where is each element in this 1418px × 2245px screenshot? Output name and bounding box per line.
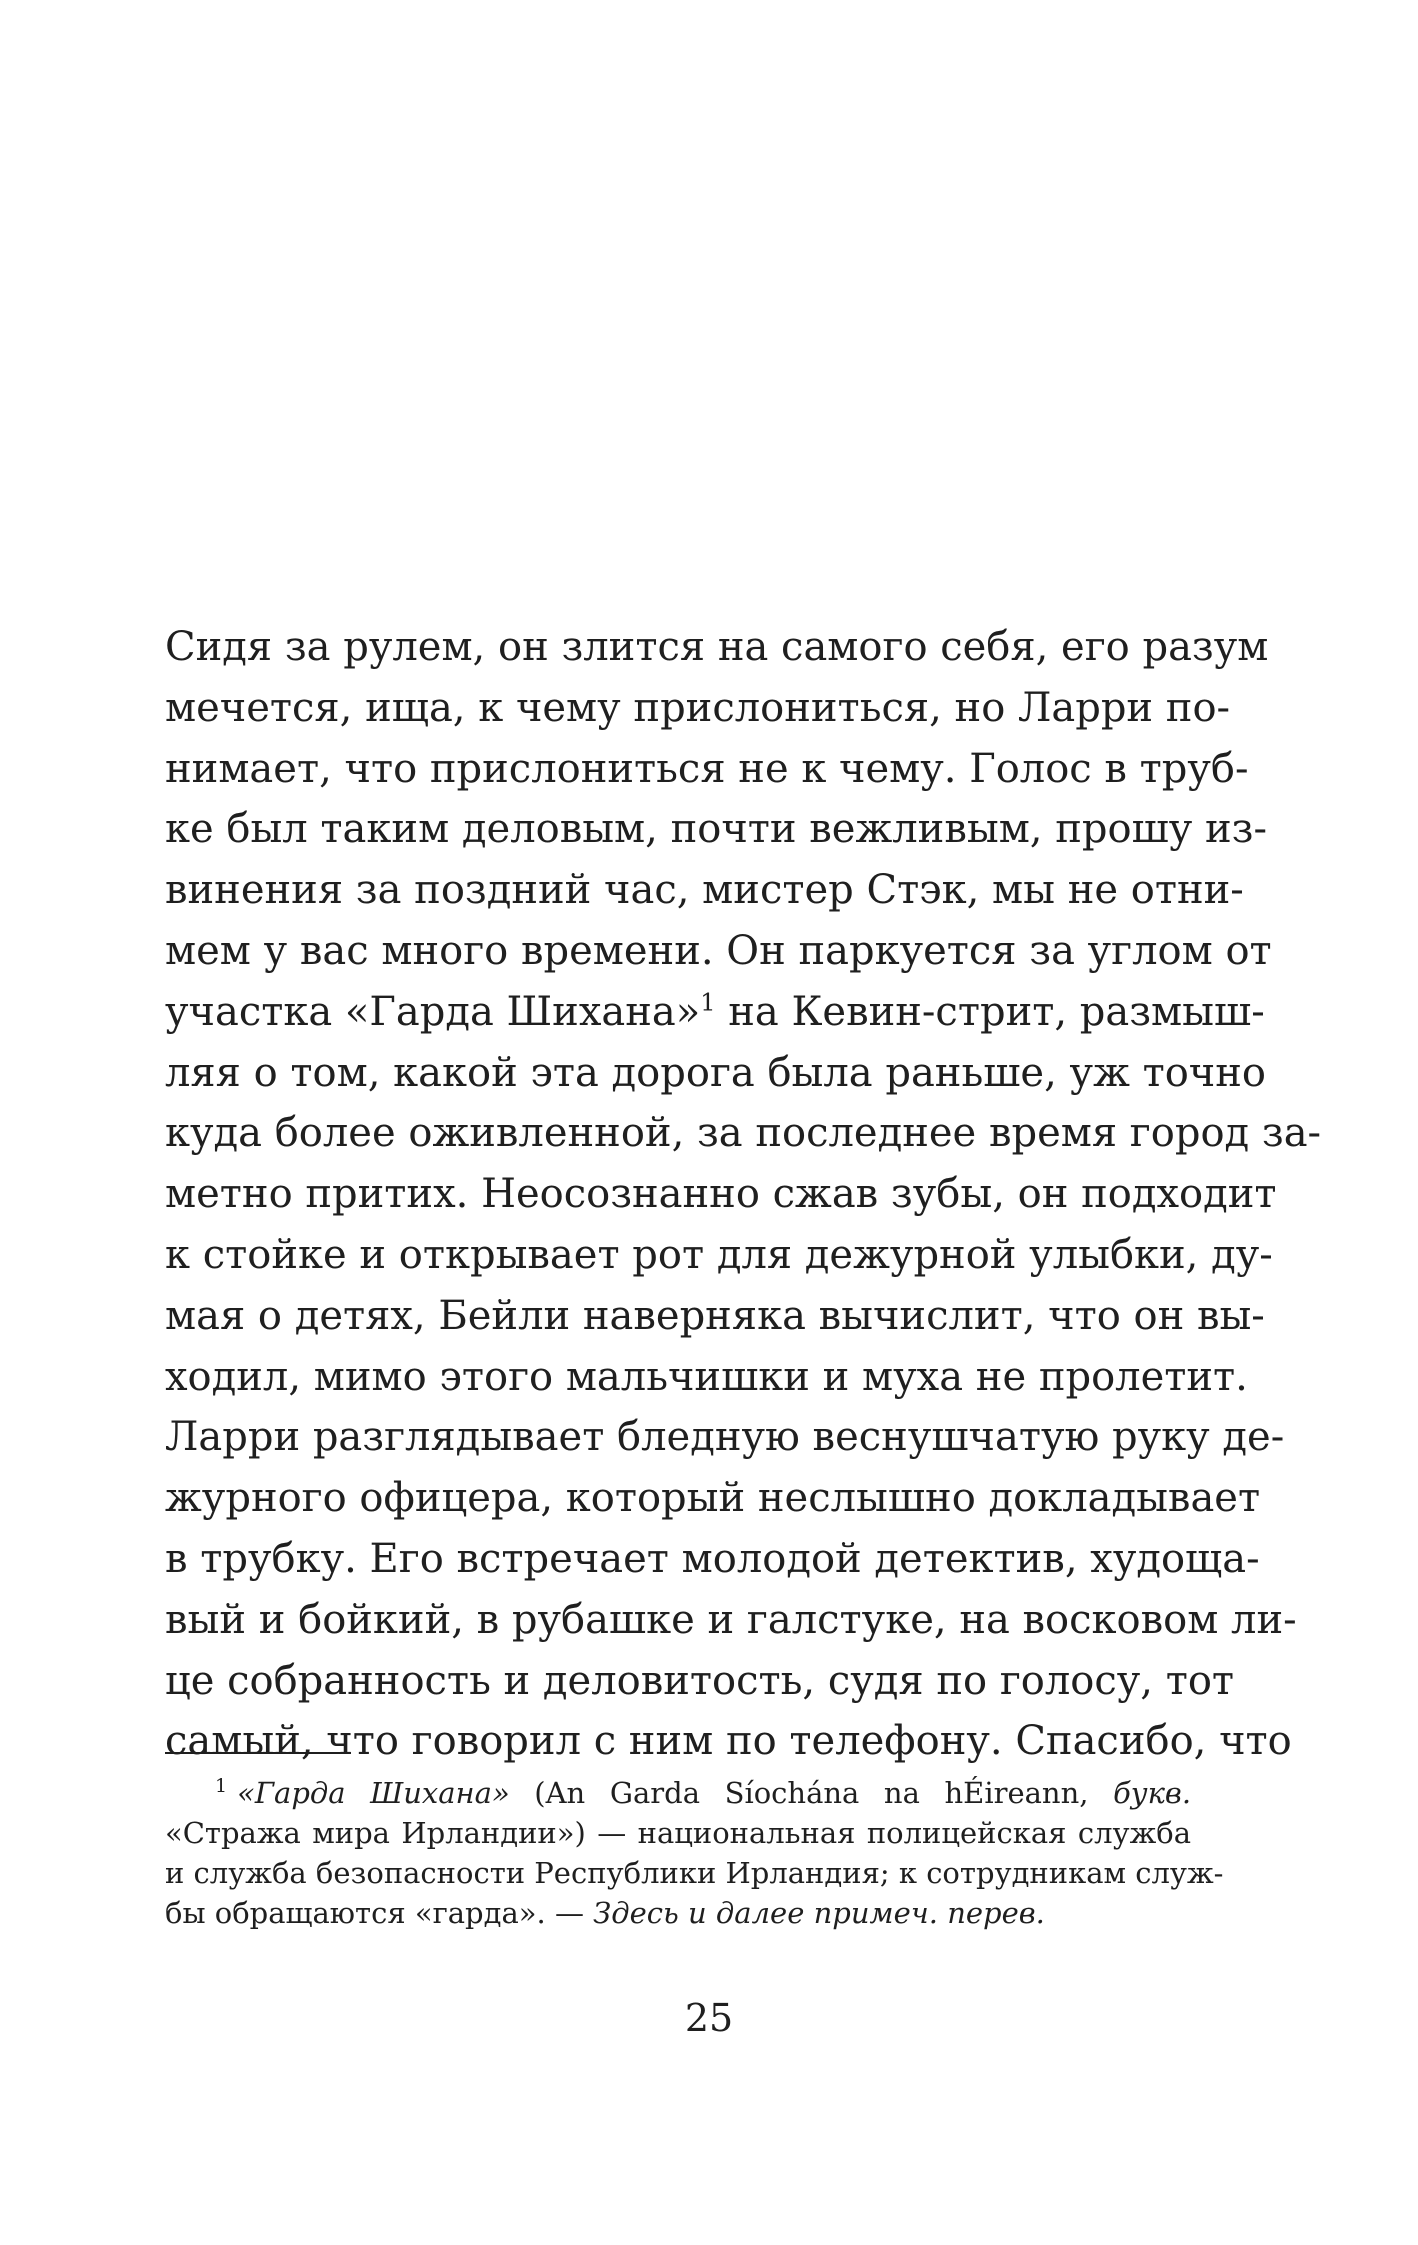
text-fragment: на Кевин-стрит, размыш- <box>728 988 1265 1035</box>
footnote-translator-note: Здесь и далее примеч. перев. <box>593 1896 1045 1930</box>
text-line: метно притих. Неосознанно сжав зубы, он подходит <box>165 1171 1277 1218</box>
text-line: куда более оживленной, за последнее время город за- <box>165 1110 1322 1157</box>
footnote-text: бы обращаются «гарда». — <box>165 1896 584 1930</box>
footnote-line <box>165 1893 1191 1933</box>
text-line: Сидя за рулем, он злится на самого себя, его разум <box>165 624 1269 670</box>
footnote-divider <box>165 1752 351 1754</box>
main-text <box>165 617 1322 1772</box>
text-line: ляя о том, какой эта дорога была раньше, уж точно <box>165 1049 1266 1096</box>
text-line: ходил, мимо этого мальчишки и муха не пролетит. <box>165 1353 1248 1400</box>
text-line: винения за поздний час, мистер Стэк, мы не отни- <box>165 867 1244 914</box>
footnote-term: «Гарда Шихана» <box>237 1776 510 1810</box>
text-line-with-footnote <box>165 982 1265 1043</box>
text-line: нимает, что прислониться не к чему. Голос в труб- <box>165 745 1249 792</box>
text-line: самый, что говорил с ним по телефону. Спасибо, что <box>165 1718 1292 1765</box>
footnote-original: (An Garda Síochána na hÉireann, <box>534 1776 1089 1810</box>
footnote-marker: 1 <box>215 1775 228 1798</box>
text-fragment: участка «Гарда Шихана» <box>165 988 701 1035</box>
footnote-line: и служба безопасности Республики Ирландия; к сотрудникам служ- <box>165 1856 1224 1890</box>
text-line: в трубку. Его встречает молодой детектив, худоща- <box>165 1535 1260 1582</box>
text-line: к стойке и открывает рот для дежурной улыбки, ду- <box>165 1231 1273 1278</box>
text-line: мая о детях, Бейли наверняка вычислит, что он вы- <box>165 1292 1265 1339</box>
footnote-abbrev: букв. <box>1113 1776 1192 1810</box>
footnote-reference[interactable]: 1 <box>700 988 716 1017</box>
text-line: це собранность и деловитость, судя по голосу, тот <box>165 1657 1235 1704</box>
text-line: вый и бойкий, в рубашке и галстуке, на восковом ли- <box>165 1596 1297 1643</box>
text-line: мем у вас много времени. Он паркуется за углом от <box>165 927 1272 974</box>
page-number: 25 <box>684 1996 734 2040</box>
footnote-line <box>165 1773 1191 1813</box>
text-line: журного офицера, который неслышно докладывает <box>165 1475 1261 1522</box>
footnote-line: «Стража мира Ирландии») — национальная полицейская служба <box>165 1816 1191 1850</box>
text-line: Ларри разглядывает бледную веснушчатую руку де- <box>165 1414 1285 1461</box>
text-line: ке был таким деловым, почти вежливым, прошу из- <box>165 806 1268 853</box>
text-line: мечется, ища, к чему прислониться, но Ларри по- <box>165 684 1231 731</box>
footnote <box>165 1773 1224 1933</box>
